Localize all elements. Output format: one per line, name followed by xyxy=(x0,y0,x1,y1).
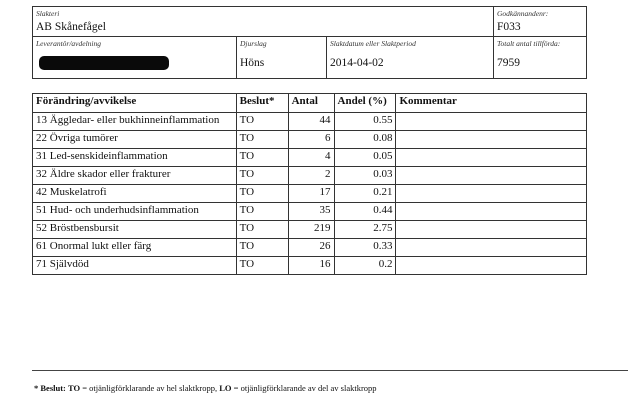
cell-beslut: TO xyxy=(236,149,288,167)
cell-kommentar xyxy=(396,131,587,149)
table-row xyxy=(33,239,587,257)
cell-beslut: TO xyxy=(236,185,288,203)
cell-beslut: TO xyxy=(236,167,288,185)
col-forandring: Förändring/avvikelse xyxy=(33,94,237,113)
cell-beslut: TO xyxy=(236,113,288,131)
leverantor-label: Leverantör/avdelning xyxy=(36,39,101,48)
cell-andel: 0.21 xyxy=(334,185,396,203)
cell-forandring: 13 Äggledar- eller bukhinneinflammation xyxy=(33,113,237,131)
col-andel: Andel (%) xyxy=(334,94,396,113)
table-row xyxy=(33,131,587,149)
table-row xyxy=(33,257,587,275)
slaktdatum-label: Slaktdatum eller Slaktperiod xyxy=(330,39,416,48)
footnote-lo-text: = otjänligförklarande av del av slaktkropp xyxy=(233,383,377,393)
footnote-to-code: TO xyxy=(68,383,81,393)
footnote xyxy=(34,383,377,393)
totalt-field xyxy=(493,36,587,79)
cell-andel: 2.75 xyxy=(334,221,396,239)
col-beslut: Beslut* xyxy=(236,94,288,113)
cell-antal: 35 xyxy=(288,203,334,221)
cell-forandring: 51 Hud- och underhudsinflammation xyxy=(33,203,237,221)
cell-antal: 17 xyxy=(288,185,334,203)
footnote-to-text: = otjänligförklarande av hel slaktkropp, xyxy=(82,383,218,393)
footnote-prefix: * Beslut: xyxy=(34,383,66,393)
table-row xyxy=(33,203,587,221)
slakteri-field xyxy=(32,6,494,37)
godkannandenr-field xyxy=(493,6,587,37)
cell-beslut: TO xyxy=(236,221,288,239)
godkannandenr-label: Godkännandenr: xyxy=(497,9,549,18)
cell-kommentar xyxy=(396,185,587,203)
slaktdatum-field xyxy=(326,36,494,79)
footer-divider xyxy=(32,370,628,371)
cell-antal: 16 xyxy=(288,257,334,275)
table-header-row xyxy=(33,94,587,113)
cell-forandring: 42 Muskelatrofi xyxy=(33,185,237,203)
cell-forandring: 52 Bröstbensbursit xyxy=(33,221,237,239)
totalt-value: 7959 xyxy=(497,57,520,69)
cell-kommentar xyxy=(396,221,587,239)
totalt-label: Totalt antal tillförda: xyxy=(497,39,561,48)
djurslag-value: Höns xyxy=(240,57,265,69)
cell-beslut: TO xyxy=(236,257,288,275)
redacted-block xyxy=(39,56,169,70)
cell-andel: 0.05 xyxy=(334,149,396,167)
slakteri-label: Slakteri xyxy=(36,9,60,18)
cell-antal: 44 xyxy=(288,113,334,131)
cell-forandring: 31 Led-senskideinflammation xyxy=(33,149,237,167)
cell-forandring: 61 Onormal lukt eller färg xyxy=(33,239,237,257)
cell-andel: 0.55 xyxy=(334,113,396,131)
cell-kommentar xyxy=(396,149,587,167)
cell-kommentar xyxy=(396,203,587,221)
leverantor-field xyxy=(32,36,237,79)
cell-antal: 6 xyxy=(288,131,334,149)
findings-table xyxy=(32,93,587,275)
col-antal: Antal xyxy=(288,94,334,113)
cell-andel: 0.03 xyxy=(334,167,396,185)
slaktdatum-value: 2014-04-02 xyxy=(330,57,384,69)
cell-beslut: TO xyxy=(236,131,288,149)
table-row xyxy=(33,167,587,185)
cell-forandring: 71 Självdöd xyxy=(33,257,237,275)
table-row xyxy=(33,113,587,131)
cell-forandring: 22 Övriga tumörer xyxy=(33,131,237,149)
cell-kommentar xyxy=(396,167,587,185)
table-row xyxy=(33,185,587,203)
footnote-lo-code: LO xyxy=(219,383,232,393)
godkannandenr-value: F033 xyxy=(497,21,521,33)
cell-antal: 26 xyxy=(288,239,334,257)
djurslag-label: Djurslag xyxy=(240,39,267,48)
slakteri-value: AB Skånefågel xyxy=(36,21,106,33)
cell-kommentar xyxy=(396,113,587,131)
cell-forandring: 32 Äldre skador eller frakturer xyxy=(33,167,237,185)
cell-kommentar xyxy=(396,257,587,275)
cell-andel: 0.08 xyxy=(334,131,396,149)
table-row xyxy=(33,149,587,167)
cell-kommentar xyxy=(396,239,587,257)
cell-antal: 4 xyxy=(288,149,334,167)
cell-andel: 0.44 xyxy=(334,203,396,221)
djurslag-field xyxy=(236,36,327,79)
cell-beslut: TO xyxy=(236,239,288,257)
col-kommentar: Kommentar xyxy=(396,94,587,113)
cell-andel: 0.2 xyxy=(334,257,396,275)
cell-andel: 0.33 xyxy=(334,239,396,257)
table-row xyxy=(33,221,587,239)
cell-antal: 2 xyxy=(288,167,334,185)
cell-beslut: TO xyxy=(236,203,288,221)
cell-antal: 219 xyxy=(288,221,334,239)
